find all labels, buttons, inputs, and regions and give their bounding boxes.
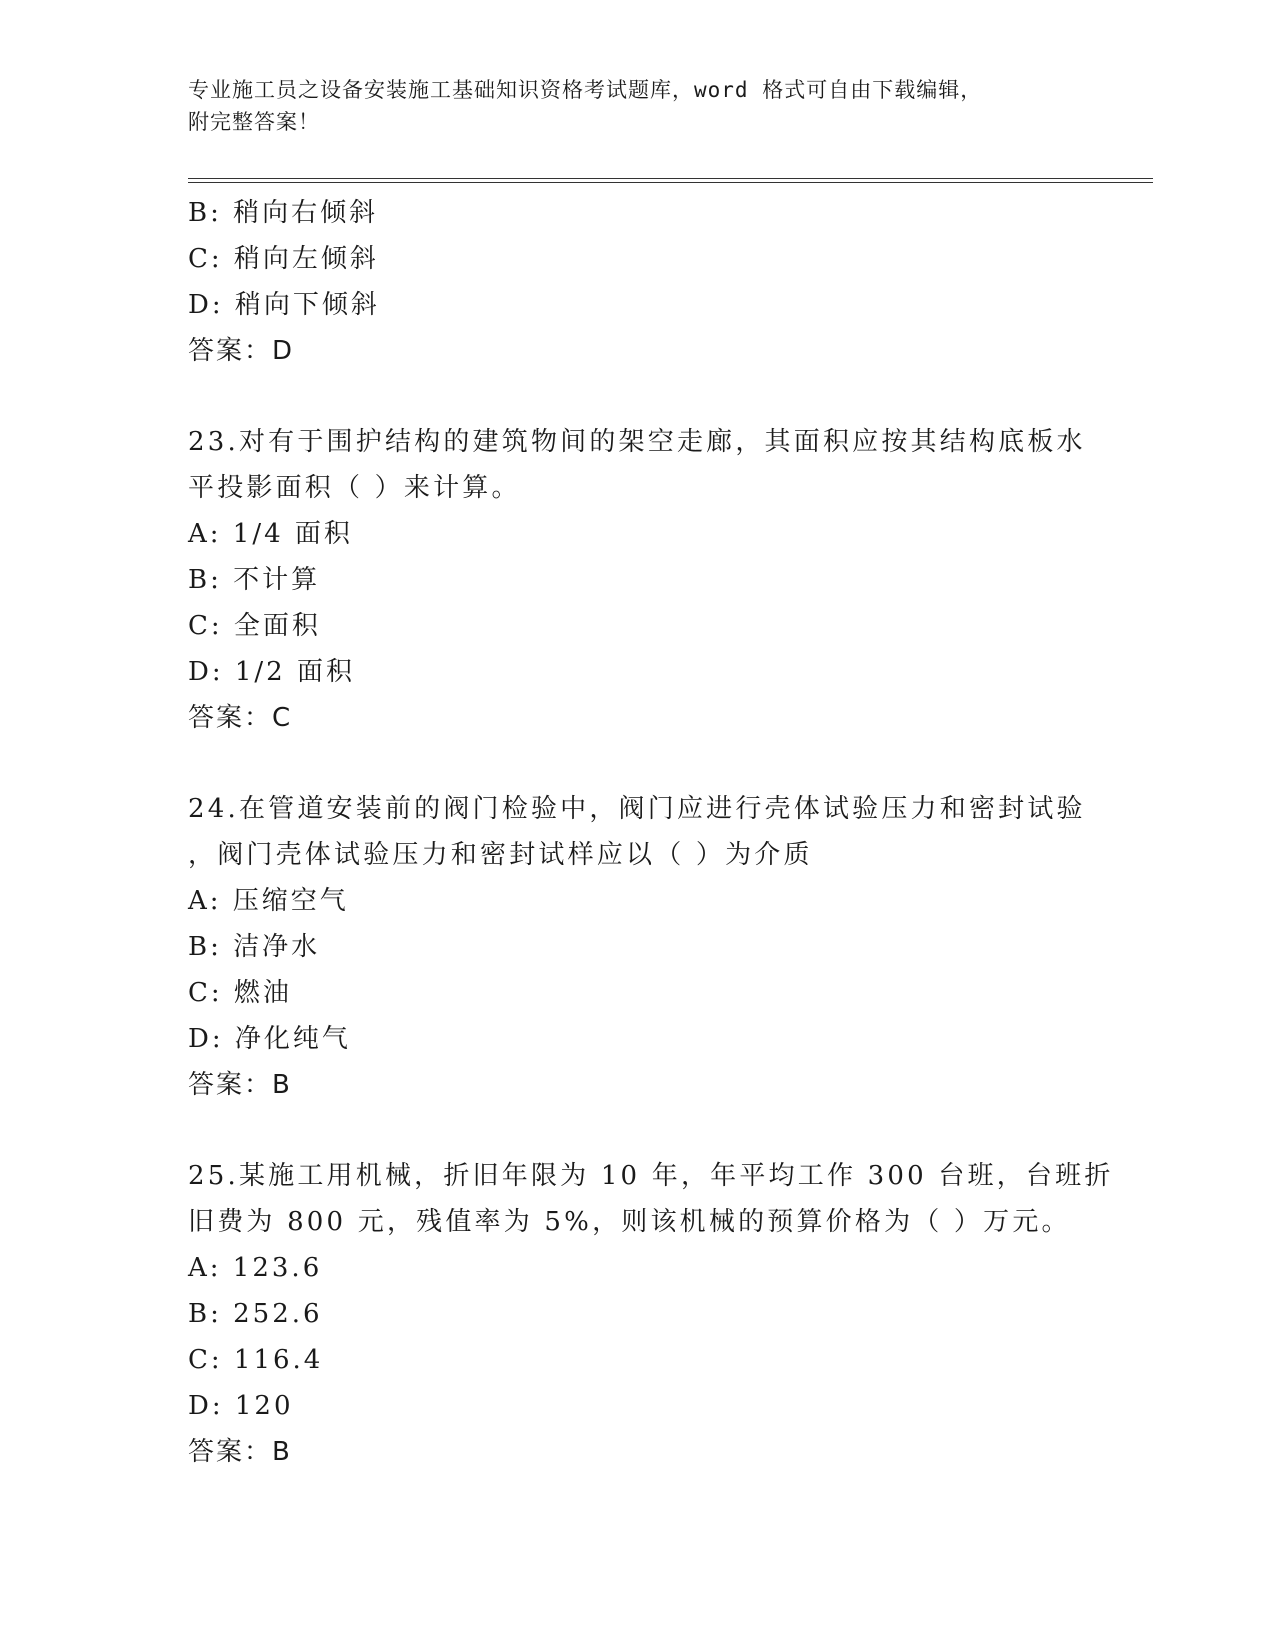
question-text-line: 25.某施工用机械，折旧年限为 10 年，年平均工作 300 台班，台班折 <box>188 1161 1114 1191</box>
question-text-line: 24.在管道安装前的阀门检验中，阀门应进行壳体试验压力和密封试验 <box>188 794 1086 824</box>
option-c: C: 稍向左倾斜 <box>188 244 379 274</box>
question-text-line: 平投影面积（ ）来计算。 <box>188 473 521 503</box>
prev-question-block <box>188 190 1088 374</box>
option-b: B: 不计算 <box>188 565 321 595</box>
answer-line: 答案：B <box>188 1437 292 1467</box>
question-23 <box>188 419 1088 741</box>
option-c: C: 116.4 <box>188 1345 324 1375</box>
option-b: B: 稍向右倾斜 <box>188 198 379 228</box>
option-b: B: 洁净水 <box>188 932 321 962</box>
option-c: C: 全面积 <box>188 611 321 641</box>
header-line-2: 附完整答案！ <box>188 110 320 134</box>
option-a: A: 压缩空气 <box>188 886 349 916</box>
question-text-line: 旧费为 800 元，残值率为 5%，则该机械的预算价格为（ ）万元。 <box>188 1207 1071 1237</box>
option-c: C: 燃油 <box>188 978 292 1008</box>
question-text-line: 23.对有于围护结构的建筑物间的架空走廊，其面积应按其结构底板水 <box>188 427 1086 457</box>
answer-line: 答案：B <box>188 1070 292 1100</box>
header-divider-bottom <box>188 182 1153 183</box>
option-d: D: 1/2 面积 <box>188 657 355 687</box>
answer-line: 答案：D <box>188 336 295 366</box>
option-d: D: 稍向下倾斜 <box>188 290 380 320</box>
option-a: A: 1/4 面积 <box>188 519 353 549</box>
page-header <box>188 74 1088 138</box>
question-24 <box>188 786 1088 1108</box>
question-25 <box>188 1153 1114 1475</box>
option-d: D: 净化纯气 <box>188 1024 351 1054</box>
header-divider-top <box>188 178 1153 179</box>
option-a: A: 123.6 <box>188 1253 323 1283</box>
option-d: D: 120 <box>188 1391 294 1421</box>
option-b: B: 252.6 <box>188 1299 323 1329</box>
question-content <box>188 190 1114 1475</box>
header-line-1: 专业施工员之设备安装施工基础知识资格考试题库，word 格式可自由下载编辑， <box>188 78 983 102</box>
question-text-line: ，阀门壳体试验压力和密封试样应以（ ）为介质 <box>188 840 813 870</box>
answer-line: 答案：C <box>188 703 293 733</box>
